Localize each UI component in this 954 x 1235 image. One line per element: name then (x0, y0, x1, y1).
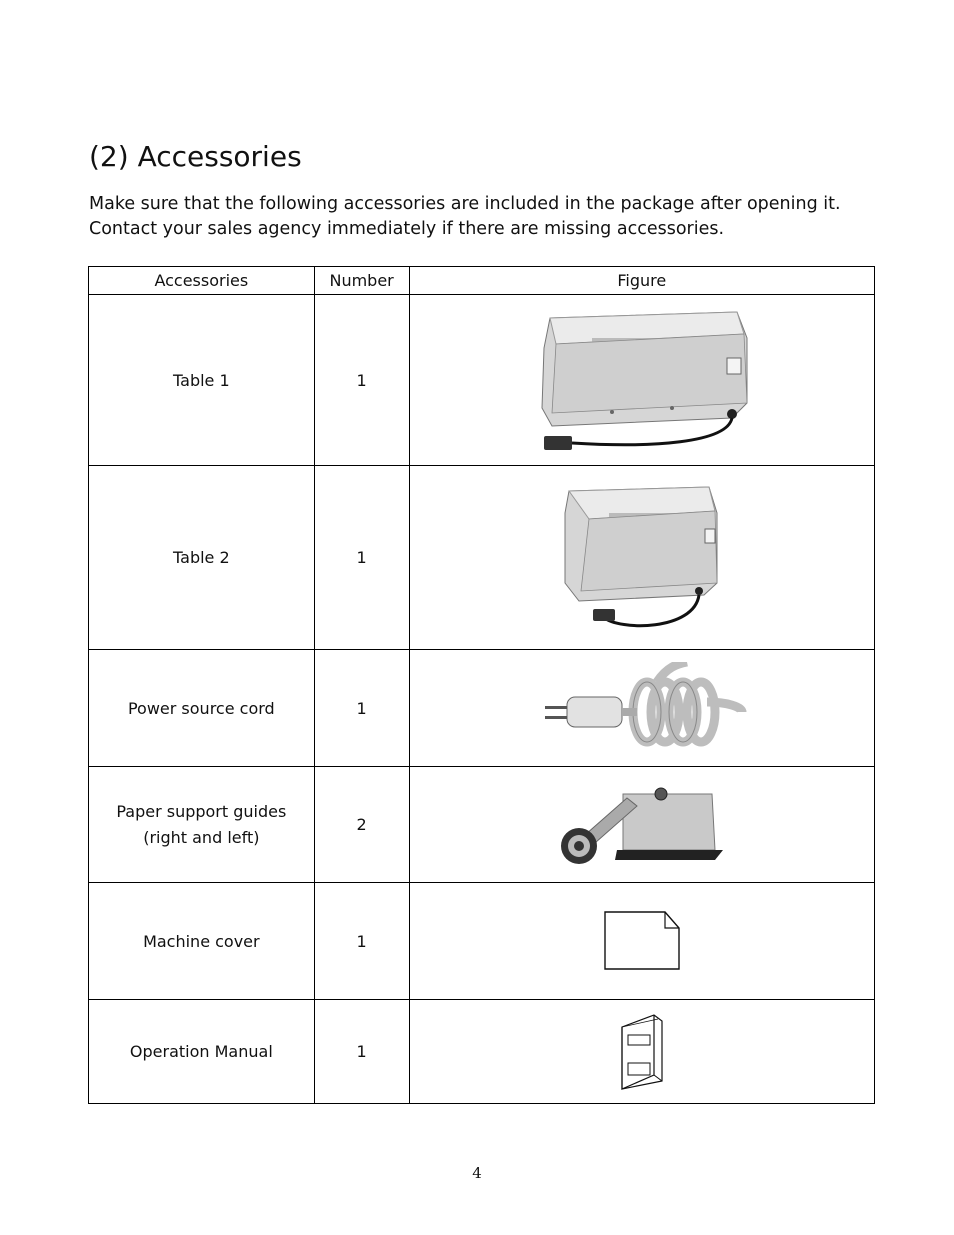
accessory-number: 1 (314, 1000, 409, 1104)
accessories-table (88, 266, 875, 1104)
accessory-number: 1 (314, 466, 409, 650)
accessory-number: 1 (314, 295, 409, 466)
paper-guide-image (557, 784, 727, 866)
page-number: 4 (472, 1164, 482, 1182)
intro-paragraph: Make sure that the following accessories are included in the package after opening it. Contact your sales agency immediately if there are missing accessories. (89, 194, 841, 239)
figure-cell (409, 883, 874, 1000)
accessory-name: Table 1 (89, 295, 315, 466)
table-row (89, 466, 875, 650)
page-title: (2) Accessories (89, 140, 302, 173)
accessory-name-line: Paper support guides (116, 801, 287, 821)
table-row (89, 650, 875, 767)
figure-cell (409, 767, 874, 883)
accessory-number: 1 (314, 883, 409, 1000)
table-unit-image (532, 308, 752, 453)
figure-cell (409, 295, 874, 466)
header-number: Number (314, 267, 409, 295)
accessory-name: Operation Manual (89, 1000, 315, 1104)
table-row (89, 767, 875, 883)
accessory-number: 1 (314, 650, 409, 767)
figure-cell (409, 1000, 874, 1104)
header-figure: Figure (409, 267, 874, 295)
table-row (89, 295, 875, 466)
header-accessories: Accessories (89, 267, 315, 295)
table-row (89, 883, 875, 1000)
table-header-row (89, 267, 875, 295)
accessory-name: Machine cover (89, 883, 315, 1000)
accessory-name-line: (right and left) (143, 827, 260, 847)
accessory-name: Power source cord (89, 650, 315, 767)
figure-cell (409, 466, 874, 650)
table-row (89, 1000, 875, 1104)
accessory-name (89, 767, 315, 883)
figure-cell (409, 650, 874, 767)
accessory-number: 2 (314, 767, 409, 883)
manual-booklet-icon (618, 1013, 666, 1091)
accessory-name: Table 2 (89, 466, 315, 650)
power-cord-image (537, 662, 747, 754)
table-unit-image (559, 483, 724, 633)
cover-sheet-icon (603, 910, 681, 972)
